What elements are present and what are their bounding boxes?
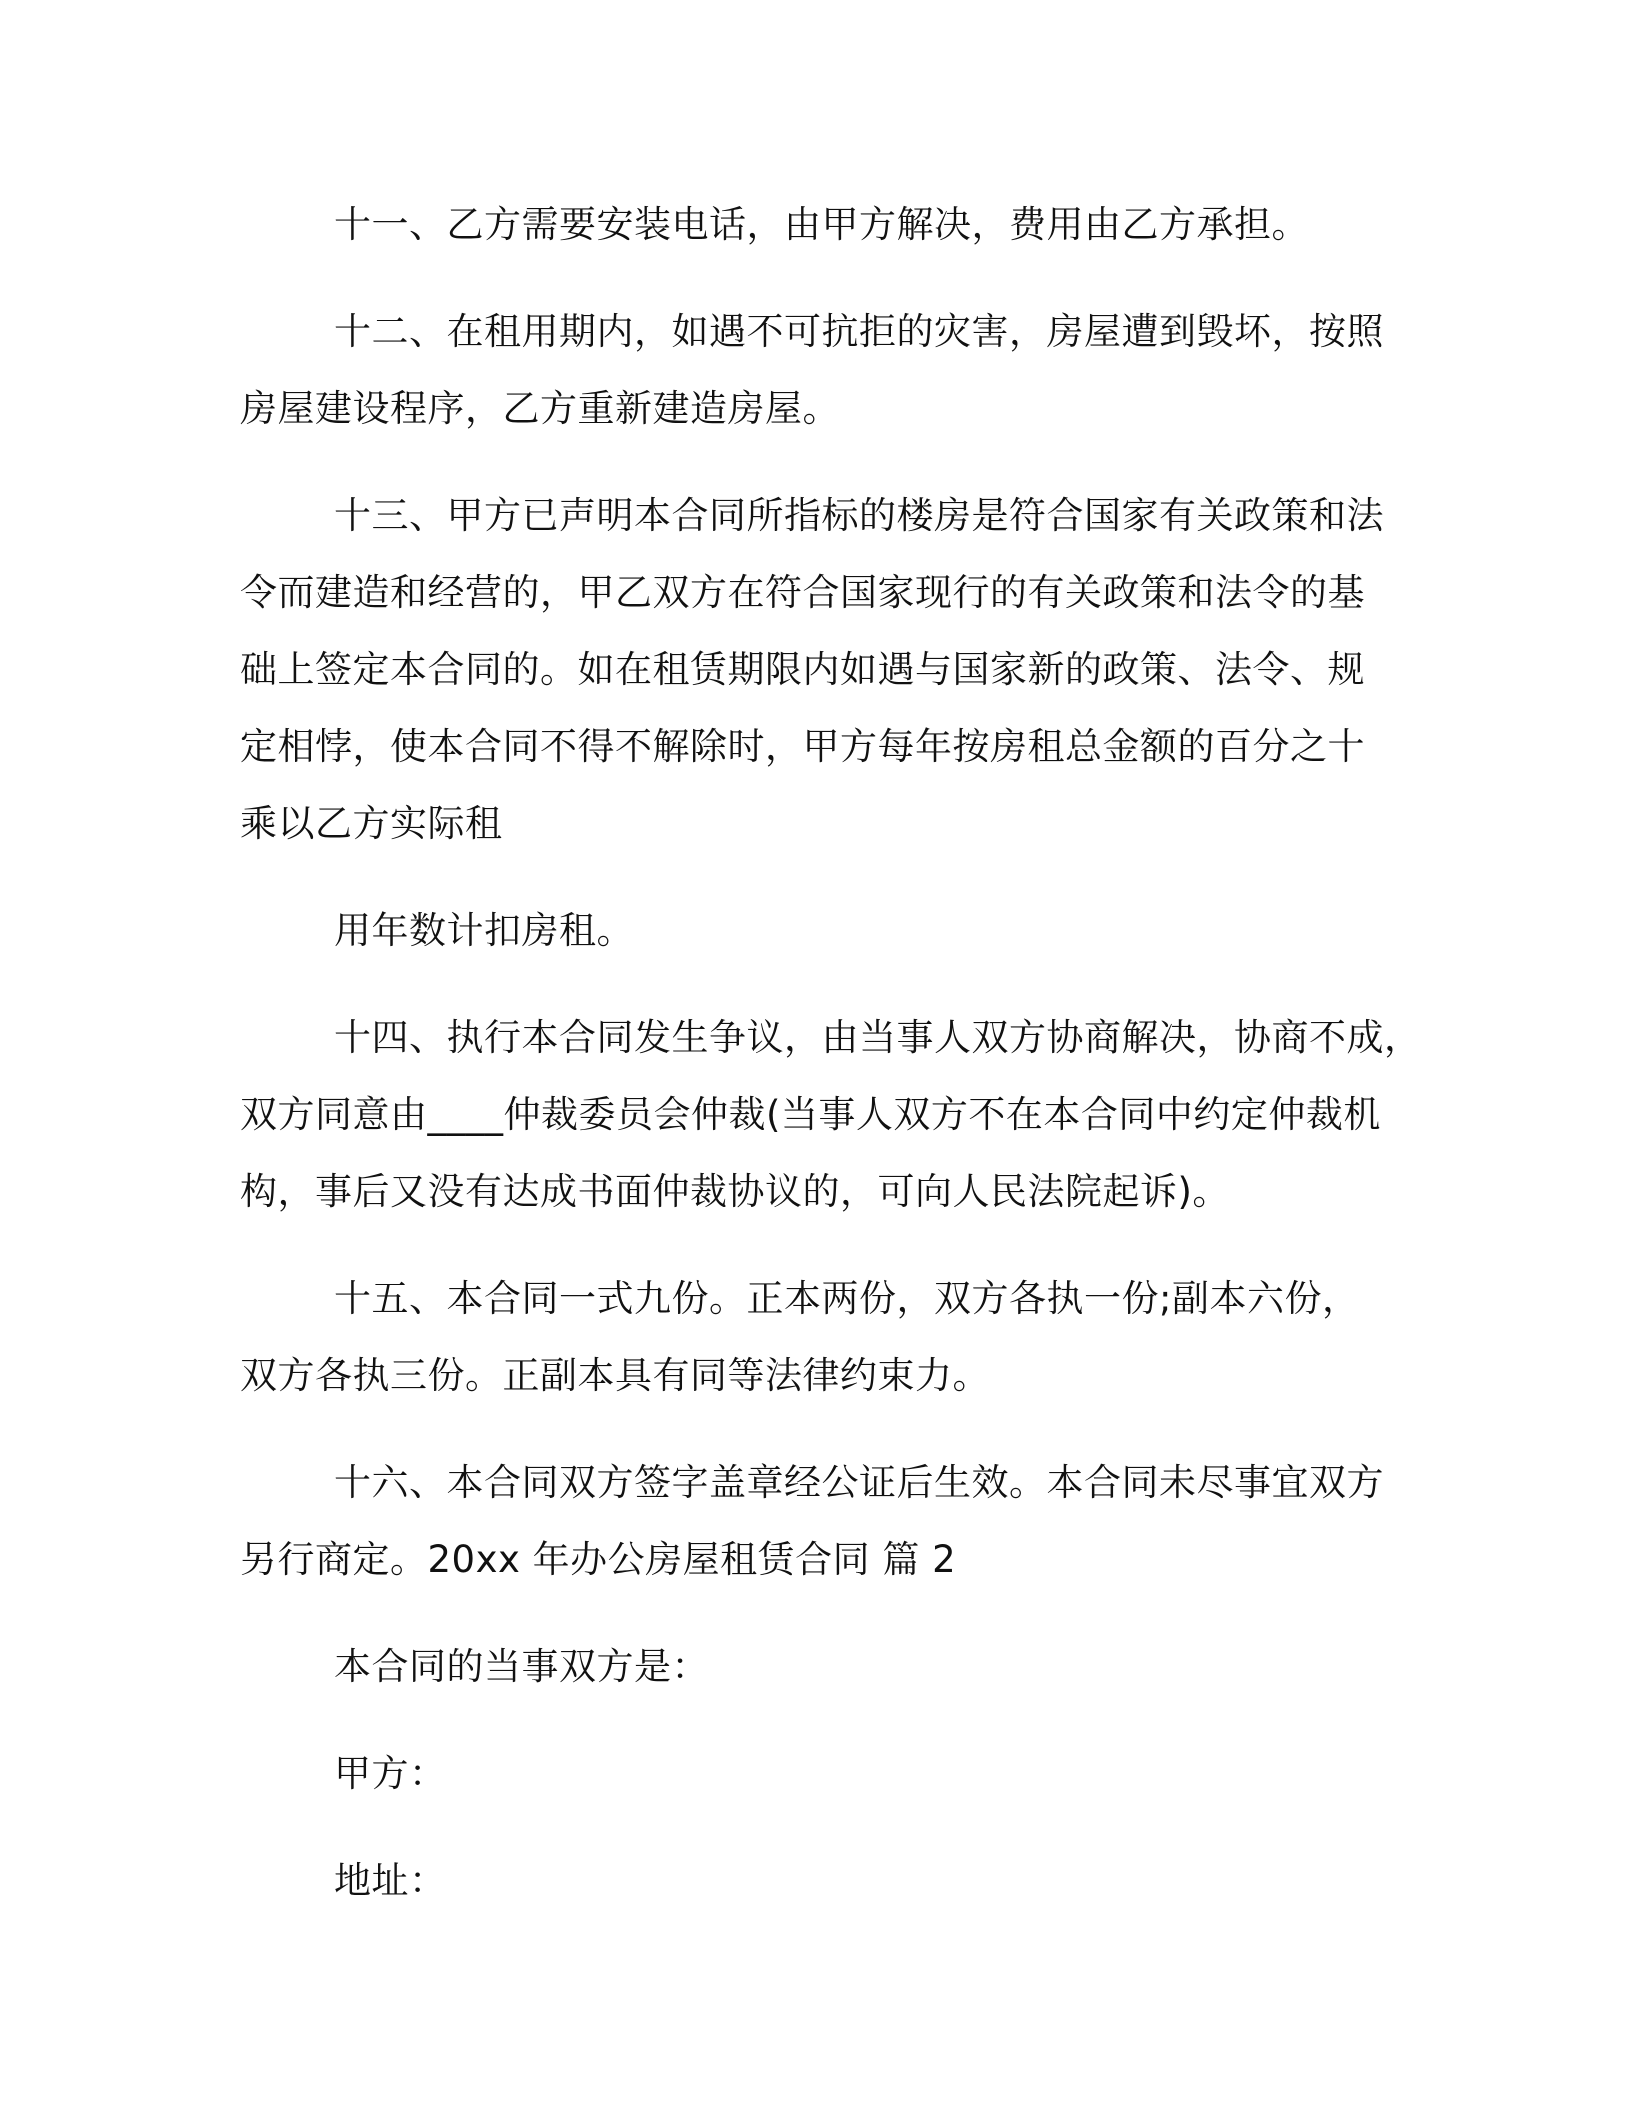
parties-heading — [240, 1628, 1380, 1705]
text-line: 十一、乙方需要安装电话，由甲方解决，费用由乙方承担。 — [334, 203, 1309, 246]
text-line: 用年数计扣房租。 — [334, 909, 634, 952]
text-line: 十六、本合同双方签字盖章经公证后生效。本合同未尽事宜双方 — [334, 1461, 1384, 1504]
text-line: 双方各执三份。正副本具有同等法律约束力。 — [240, 1354, 990, 1397]
text-line: 房屋建设程序，乙方重新建造房屋。 — [240, 387, 840, 430]
clause-16 — [240, 1444, 1384, 1598]
clause-13-continued — [240, 892, 1380, 969]
document-body — [240, 186, 1422, 1949]
text-line: 双方同意由____仲裁委员会仲裁(当事人双方不在本合同中约定仲裁机 — [240, 1093, 1381, 1136]
address-label — [240, 1842, 1380, 1919]
clause-13 — [240, 477, 1384, 862]
text-line: 十二、在租用期内，如遇不可抗拒的灾害，房屋遭到毁坏，按照 — [334, 310, 1384, 353]
text-line: 本合同的当事双方是： — [334, 1645, 709, 1688]
party-a-label — [240, 1735, 1380, 1812]
text-line: 十四、执行本合同发生争议，由当事人双方协商解决，协商不成， — [334, 1016, 1422, 1059]
text-line: 甲方： — [334, 1752, 447, 1795]
text-line: 令而建造和经营的，甲乙双方在符合国家现行的有关政策和法令的基 — [240, 571, 1365, 614]
text-line: 另行商定。20xx 年办公房屋租赁合同 篇 2 — [240, 1538, 957, 1581]
clause-14 — [240, 999, 1422, 1230]
text-line: 十五、本合同一式九份。正本两份，双方各执一份;副本六份， — [334, 1277, 1360, 1320]
text-line: 础上签定本合同的。如在租赁期限内如遇与国家新的政策、法令、规 — [240, 648, 1365, 691]
clause-11 — [240, 186, 1380, 263]
text-line: 定相悖，使本合同不得不解除时，甲方每年按房租总金额的百分之十 — [240, 725, 1365, 768]
text-line: 地址： — [334, 1859, 447, 1902]
text-line: 构，事后又没有达成书面仲裁协议的，可向人民法院起诉)。 — [240, 1170, 1230, 1213]
clause-12 — [240, 293, 1384, 447]
text-line: 乘以乙方实际租 — [240, 802, 503, 845]
clause-15 — [240, 1260, 1380, 1414]
text-line: 十三、甲方已声明本合同所指标的楼房是符合国家有关政策和法 — [334, 494, 1384, 537]
